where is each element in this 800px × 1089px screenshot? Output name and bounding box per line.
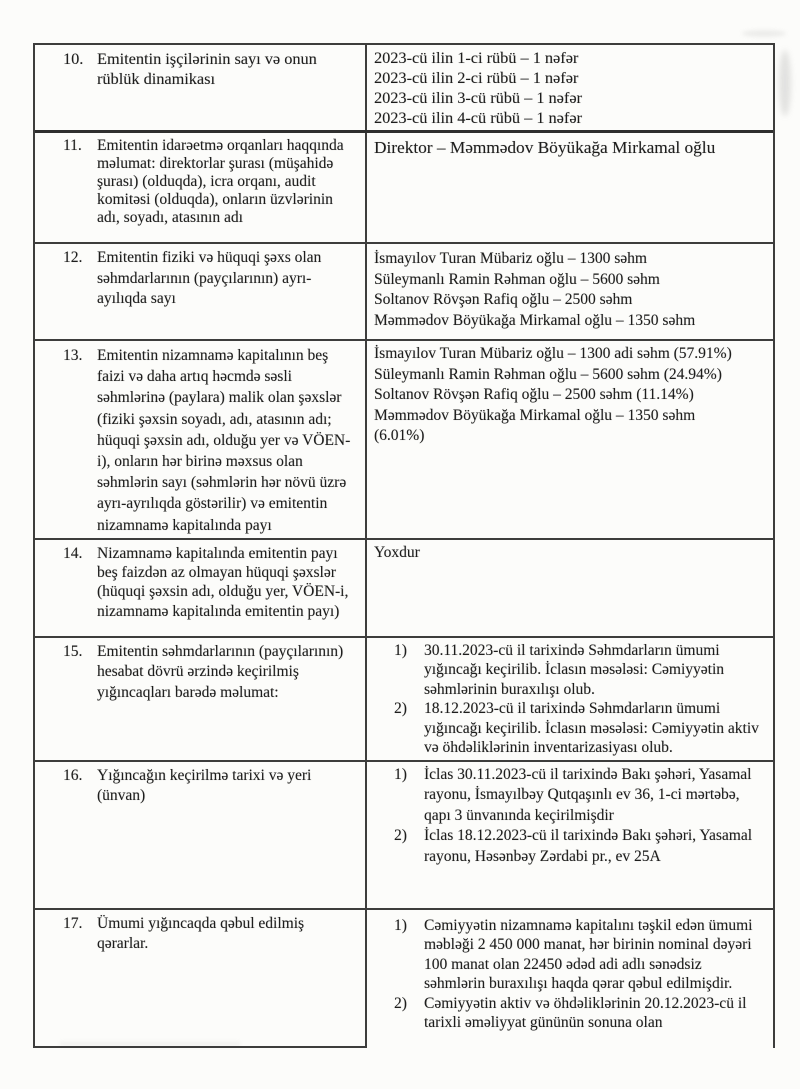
- value-line: Direktor – Məmmədov Böyükağa Mirkamal oğlu: [374, 138, 716, 157]
- row-value-cell: [367, 45, 773, 130]
- value-line: Soltanov Rövşən Rafiq oğlu – 2500 səhm: [374, 291, 633, 308]
- row-value-cell: [367, 910, 773, 1048]
- emitent-report-table: [33, 43, 775, 1048]
- list-item-number: 2): [394, 994, 407, 1012]
- value-line: İsmayılov Turan Mübariz oğlu – 1300 səhm: [374, 250, 647, 267]
- value-line: 2023-cü ilin 4-cü rübü – 1 nəfər: [374, 108, 582, 127]
- table-row: [35, 244, 773, 341]
- row-value-cell: [367, 762, 773, 908]
- list-item-number: 1): [394, 641, 407, 659]
- row-label: Emitentin səhmdarlarının (payçılarının) hesabat dövrü ərzində keçirilmiş yığıncaqları barədə məlumat:: [97, 642, 344, 701]
- row-label: Emitentin fiziki və hüquqi şəxs olan səhmdarlarının (payçılarının) ayrı-ayılıqda sayı: [97, 249, 322, 307]
- value-line: 2023-cü ilin 2-ci rübü – 1 nəfər: [374, 68, 579, 87]
- scan-artifact: [742, 30, 786, 37]
- table-row: [35, 133, 773, 244]
- row-label-cell: [35, 45, 367, 130]
- list-item: [374, 916, 765, 994]
- value-line: Süleymanlı Ramin Rəhman oğlu – 5600 səhm (24.94%): [374, 365, 722, 383]
- row-label-cell: [35, 540, 367, 636]
- row-number: 10.: [63, 49, 84, 68]
- value-line: 2023-cü ilin 1-ci rübü – 1 nəfər: [374, 48, 579, 67]
- row-number: 14.: [63, 544, 83, 562]
- value-line: Soltanov Rövşən Rafiq oğlu – 2500 səhm (11.14%): [374, 386, 694, 403]
- list-item-number: 1): [394, 916, 407, 934]
- list-item-text: Cəmiyyətin aktiv və öhdəliklərinin 20.12.2023-cü il tarixli əməliyyat gününün sonuna olan: [424, 994, 747, 1032]
- row-label: Nizamnamə kapitalında emitentin payı beş faizdən az olmayan hüquqi şəxslər (hüquqi şəxsin adı, olduğu yer, VÖEN-i, nizamnamə kapitalında emitentin payı): [97, 544, 349, 620]
- row-label: Yığıncağın keçirilmə tarixi və yeri (ünvan): [97, 766, 312, 805]
- value-line: Məmmədov Böyükağa Mirkamal oğlu – 1350 səhm: [374, 311, 696, 329]
- list-item-text: 18.12.2023-cü il tarixində Səhmdarların ümumi yığıncağı keçirilib. İclasın məsələsi: Cəmiyyətin aktiv və öhdəliklərinin inventarizasiyası olub.: [424, 700, 759, 757]
- row-label: Emitentin nizamnamə kapitalının beş faizi və daha artıq həcmdə səsli səhmlərinə (paylara) malik olan şəxslər (fiziki şəxsin soyadı, adı, atasının adı; hüquqi şəxsin adı, olduğu yer və VÖEN-i), onların hər birinə məxsus olan səhmlərin sayı (səhmlərin hər növü üzrə ayrı-ayrılıqda göstərilir) və emitentin nizamnamə kapitalında payı: [97, 347, 351, 534]
- row-label-cell: [35, 638, 367, 760]
- list-item-number: 2): [394, 700, 407, 718]
- row-value-cell: [367, 133, 773, 242]
- value-line: 2023-cü ilin 3-cü rübü – 1 nəfər: [374, 88, 582, 107]
- list-item-text: 30.11.2023-cü il tarixində Səhmdarların ümumi yığıncağı keçirilib. İclasın məsələsi: Cəmiyyətin səhmlərinin buraxılışı olub.: [424, 641, 725, 698]
- list-item: [374, 641, 765, 700]
- value-line: Süleymanlı Ramin Rəhman oğlu – 5600 səhm: [374, 270, 660, 288]
- scan-artifact: [779, 50, 791, 116]
- row-number: 15.: [63, 642, 83, 660]
- table-row: [35, 45, 773, 133]
- row-number: 16.: [63, 766, 83, 784]
- table-row: [35, 341, 773, 540]
- row-label-cell: [35, 244, 367, 339]
- row-label-cell: [35, 762, 367, 908]
- list-item-number: 1): [394, 765, 407, 783]
- list-item-number: 2): [394, 827, 407, 845]
- row-label-cell: [35, 910, 367, 1048]
- value-line: İsmayılov Turan Mübariz oğlu – 1300 adi səhm (57.91%): [374, 345, 732, 362]
- value-line: (6.01%): [374, 427, 425, 444]
- row-label-cell: [35, 133, 367, 242]
- row-number: 13.: [63, 347, 83, 364]
- row-value-cell: [367, 540, 773, 636]
- table-row: [35, 638, 773, 762]
- row-label: Emitentin idarəetmə orqanları haqqında məlumat: direktorlar şurası (müşahidə şurası) (olduqda), icra orqanı, audit komitəsi (olduqda), onların üzvlərinin adı, soyadı, atasının adı: [97, 137, 344, 226]
- row-label: Ümumi yığıncaqda qəbul edilmiş qərarlar.: [97, 914, 305, 953]
- list-item: [374, 994, 765, 1033]
- list-item: [374, 765, 765, 827]
- row-value-cell: [367, 638, 773, 760]
- row-value-cell: [367, 244, 773, 339]
- value-line: Məmmədov Böyükağa Mirkamal oğlu – 1350 səhm: [374, 406, 696, 424]
- table-row: [35, 910, 773, 1048]
- list-item: [374, 826, 765, 867]
- row-value-cell: [367, 341, 773, 538]
- row-number: 17.: [63, 914, 83, 932]
- table-row: [35, 762, 773, 910]
- value-line: Yoxdur: [374, 543, 420, 561]
- list-item-text: İclas 18.12.2023-cü il tarixində Bakı şəhəri, Yasamal rayonu, Həsənbəy Zərdabi pr., ev 25A: [424, 827, 753, 865]
- row-label-cell: [35, 341, 367, 538]
- list-item-text: Cəmiyyətin nizamnamə kapitalını təşkil edən ümumi məbləği 2 450 000 manat, hər birinin nominal dəyəri 100 manat olan 22450 ədəd adi adlı sənədsiz səhmlərin buraxılışı haqda qərar qəbul edilmişdir.: [424, 916, 753, 993]
- list-item: [374, 699, 765, 758]
- row-label: Emitentin işçilərinin sayı və onun rüblük dinamikası: [97, 49, 317, 88]
- list-item-text: İclas 30.11.2023-cü il tarixində Bakı şəhəri, Yasamal rayonu, İsmayılbəy Qutqaşınlı ev 36, 1-ci mərtəbə, qapı 3 ünvanında keçirilmişdir: [424, 765, 752, 824]
- row-number: 11.: [63, 137, 82, 154]
- row-number: 12.: [63, 249, 83, 266]
- table-row: [35, 540, 773, 638]
